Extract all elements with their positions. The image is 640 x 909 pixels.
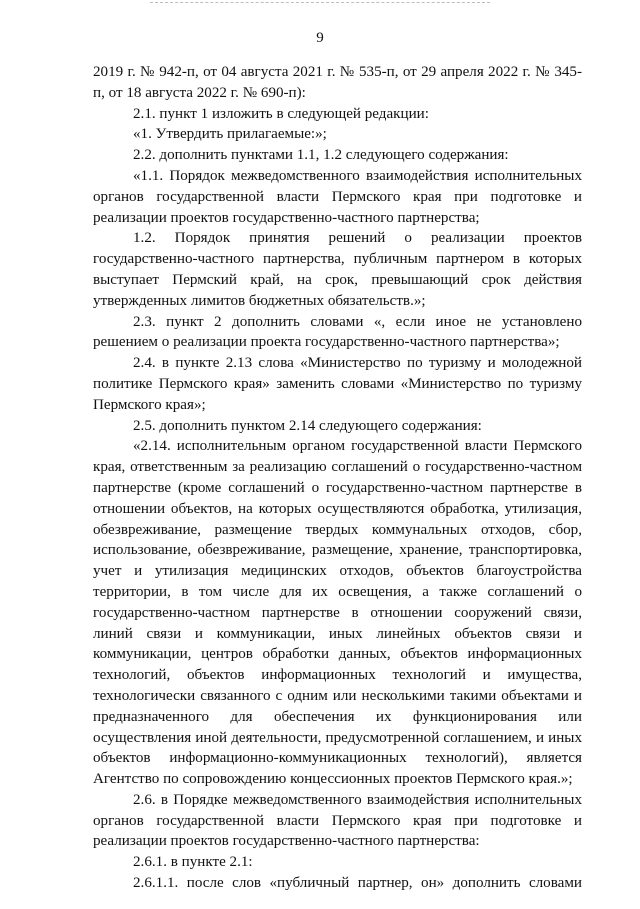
paragraph: 2.3. пункт 2 дополнить словами «, если иное не установлено решением о реализации проекта государственно-частного партнерства»; — [93, 313, 582, 351]
paragraph: 2.1. пункт 1 изложить в следующей редакции: — [133, 105, 429, 122]
paragraph: «1.1. Порядок межведомственного взаимодействия исполнительных органов государственной власти Пермского края при подготовке и реализации проектов государственно-частного партнерства; — [93, 167, 582, 226]
document-body — [93, 62, 582, 894]
paragraph: 2.6.1. в пункте 2.1: — [133, 854, 253, 871]
paragraph: «1. Утвердить прилагаемые:»; — [133, 126, 327, 143]
scan-top-rule — [150, 2, 490, 3]
paragraph: 2.5. дополнить пунктом 2.14 следующего содержания: — [133, 417, 482, 434]
paragraph: 2.4. в пункте 2.13 слова «Министерство по туризму и молодежной политике Пермского края» заменить словами «Министерство по туризму Пермского края»; — [93, 355, 582, 413]
page-number: 9 — [316, 30, 324, 46]
paragraph: 1.2. Порядок принятия решений о реализации проектов государственно-частного партнерства, публичным партнером в которых выступает Пермский край, на срок, превышающий срок действия утвержденных лимитов бюджетных обязательств.»; — [93, 230, 582, 309]
paragraph: 2019 г. № 942-п, от 04 августа 2021 г. № 535-п, от 29 апреля 2022 г. № 345-п, от 18 августа 2022 г. № 690-п): — [93, 64, 582, 101]
paragraph: 2.2. дополнить пунктами 1.1, 1.2 следующего содержания: — [133, 147, 509, 164]
paragraph: «2.14. исполнительным органом государственной власти Пермского края, ответственным за реализацию соглашений о государственно-частном партнерстве (кроме соглашений о государственно-частном партнерстве в отношении объектов, на которых осуществляются обработка, утилизация, обезвреживание, размещение твердых коммунальных отходов, сбор, использование, обезвреживание, размещение, хранение, транспортировка, учет и утилизация медицинских отходов, объектов благоустройства территории, в том числе для их освещения, а также соглашений о государственно-частном партнерстве в отношении сооружений связи, линий связи и коммуникации, иных линейных объектов связи и коммуникации, центров обработки данных, объектов информационных технологий, объектов информационных технологий и имущества, технологически связанного с одним или несколькими такими объектами и предназначенного для обеспечения их функционирования или осуществления иной деятельности, предусмотренной соглашением, и иных объектов информационно-коммуникационных технологий), является Агентство по сопровождению концессионных проектов Пермского края.»; — [93, 438, 582, 788]
paragraph: 2.6.1.1. после слов «публичный партнер, он» дополнить словами — [133, 875, 582, 892]
paragraph: 2.6. в Порядке межведомственного взаимодействия исполнительных органов государственной власти Пермского края при подготовке и реализации проектов государственно-частного партнерства: — [93, 791, 582, 850]
